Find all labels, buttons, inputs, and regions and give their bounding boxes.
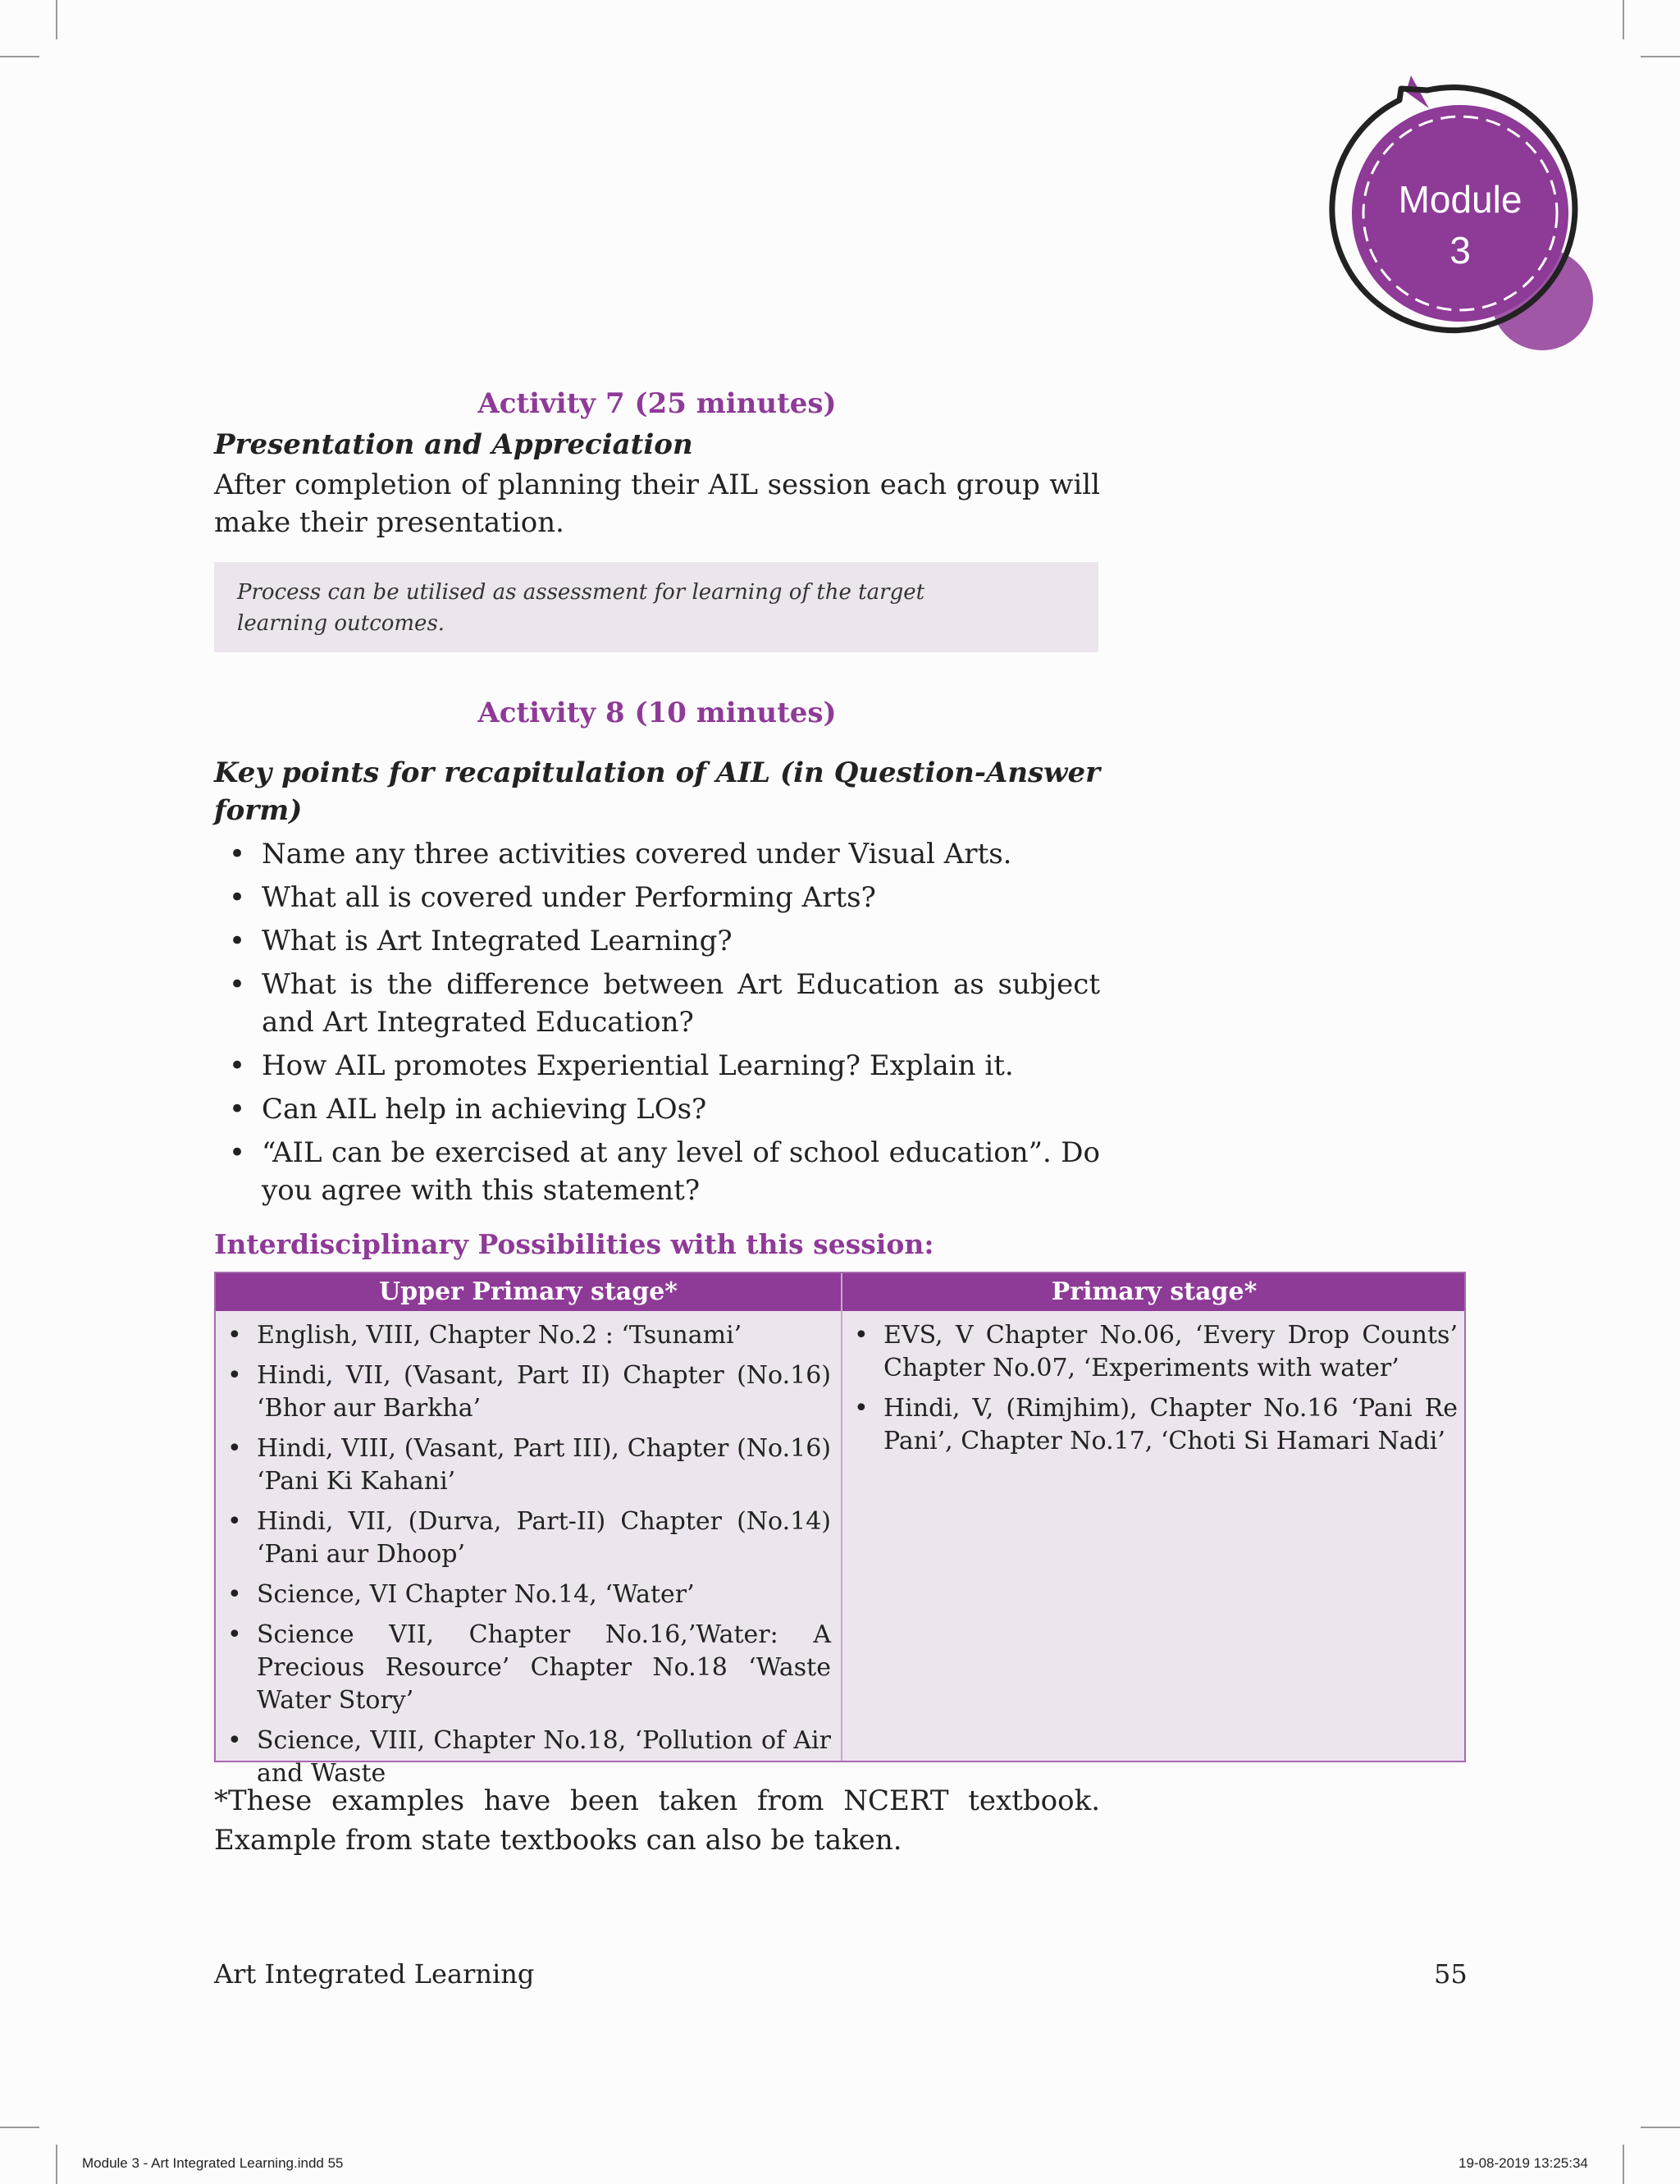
interdisciplinary-heading: Interdisciplinary Possibilities with this session: xyxy=(214,1228,934,1260)
badge-line-2: 3 xyxy=(1449,229,1471,272)
list-item: • What is the difference between Art Education as subject and Art Integrated Education? xyxy=(214,966,1100,1041)
crop-mark xyxy=(0,56,39,57)
module-badge-label xyxy=(1339,174,1582,276)
activity-7-title: Activity 7 (25 minutes) xyxy=(477,387,837,420)
crop-mark xyxy=(1623,0,1624,39)
activity-8-subtitle: Key points for recapitulation of AIL (in Question-Answer form) xyxy=(214,756,1100,827)
note-box xyxy=(214,562,1098,652)
column-header-primary: Primary stage* xyxy=(1051,1277,1258,1306)
crop-mark xyxy=(56,0,57,39)
list-item: • Name any three activities covered under Visual Arts. xyxy=(214,835,1100,873)
page-number: 55 xyxy=(1434,1958,1468,1990)
note-text: Process can be utilised as assessment for learning of the target learning outcomes. xyxy=(237,580,925,636)
crop-mark xyxy=(1623,2145,1624,2184)
crop-mark xyxy=(0,2127,39,2128)
activity-8-title: Activity 8 (10 minutes) xyxy=(477,697,837,729)
list-item: • Can AIL help in achieving LOs? xyxy=(214,1090,1100,1128)
badge-line-1: Module xyxy=(1398,178,1522,221)
column-header-upper-primary: Upper Primary stage* xyxy=(378,1277,678,1306)
table-item: • Science, VI Chapter No.14, ‘Water’ xyxy=(216,1579,831,1611)
footnote: *These examples have been taken from NCERT textbook. Example from state textbooks can also be taken. xyxy=(214,1784,1100,1857)
recap-points-list xyxy=(214,835,1100,1215)
activity-7-body: After completion of planning their AIL session each group will make their presentation. xyxy=(214,468,1100,539)
list-item: • What all is covered under Performing Arts? xyxy=(214,879,1100,916)
table-item: • Hindi, VIII, (Vasant, Part III), Chapter (No.16) ‘Pani Ki Kahani’ xyxy=(216,1432,831,1498)
crop-mark xyxy=(1641,56,1680,57)
table-item: • Science, VIII, Chapter No.18, ‘Pollution of Air and Waste xyxy=(216,1725,831,1790)
list-item: • “AIL can be exercised at any level of school education”. Do you agree with this statement? xyxy=(214,1134,1100,1209)
table-item: • Hindi, VII, (Vasant, Part II) Chapter (No.16) ‘Bhor aur Barkha’ xyxy=(216,1359,831,1425)
table-item: • English, VIII, Chapter No.2 : ‘Tsunami’ xyxy=(216,1319,831,1352)
table-item: • EVS, V Chapter No.06, ‘Every Drop Counts’ Chapter No.07, ‘Experiments with water’ xyxy=(842,1319,1458,1385)
table-header-row xyxy=(216,1273,1464,1311)
list-item: • What is Art Integrated Learning? xyxy=(214,922,1100,960)
interdisciplinary-table xyxy=(214,1272,1466,1788)
table-item: • Hindi, VII, (Durva, Part-II) Chapter (No.14) ‘Pani aur Dhoop’ xyxy=(216,1505,831,1571)
upper-primary-cell xyxy=(216,1319,831,1798)
list-item: • How AIL promotes Experiential Learning? Explain it. xyxy=(214,1047,1100,1085)
book-title-footer: Art Integrated Learning xyxy=(214,1958,535,1990)
crop-mark xyxy=(56,2145,57,2184)
table-item: • Hindi, V, (Rimjhim), Chapter No.16 ‘Pani Re Pani’, Chapter No.17, ‘Choti Si Hamari Nadi’ xyxy=(842,1392,1458,1458)
slug-file-info: Module 3 - Art Integrated Learning.indd 55 xyxy=(82,2155,344,2171)
table-item: • Science VII, Chapter No.16,’Water: A Precious Resource’ Chapter No.18 ‘Waste Water Story’ xyxy=(216,1619,831,1717)
crop-mark xyxy=(1641,2127,1680,2128)
primary-cell xyxy=(842,1319,1458,1465)
activity-7-subtitle: Presentation and Appreciation xyxy=(214,428,693,461)
slug-timestamp: 19-08-2019 13:25:34 xyxy=(1459,2155,1588,2171)
